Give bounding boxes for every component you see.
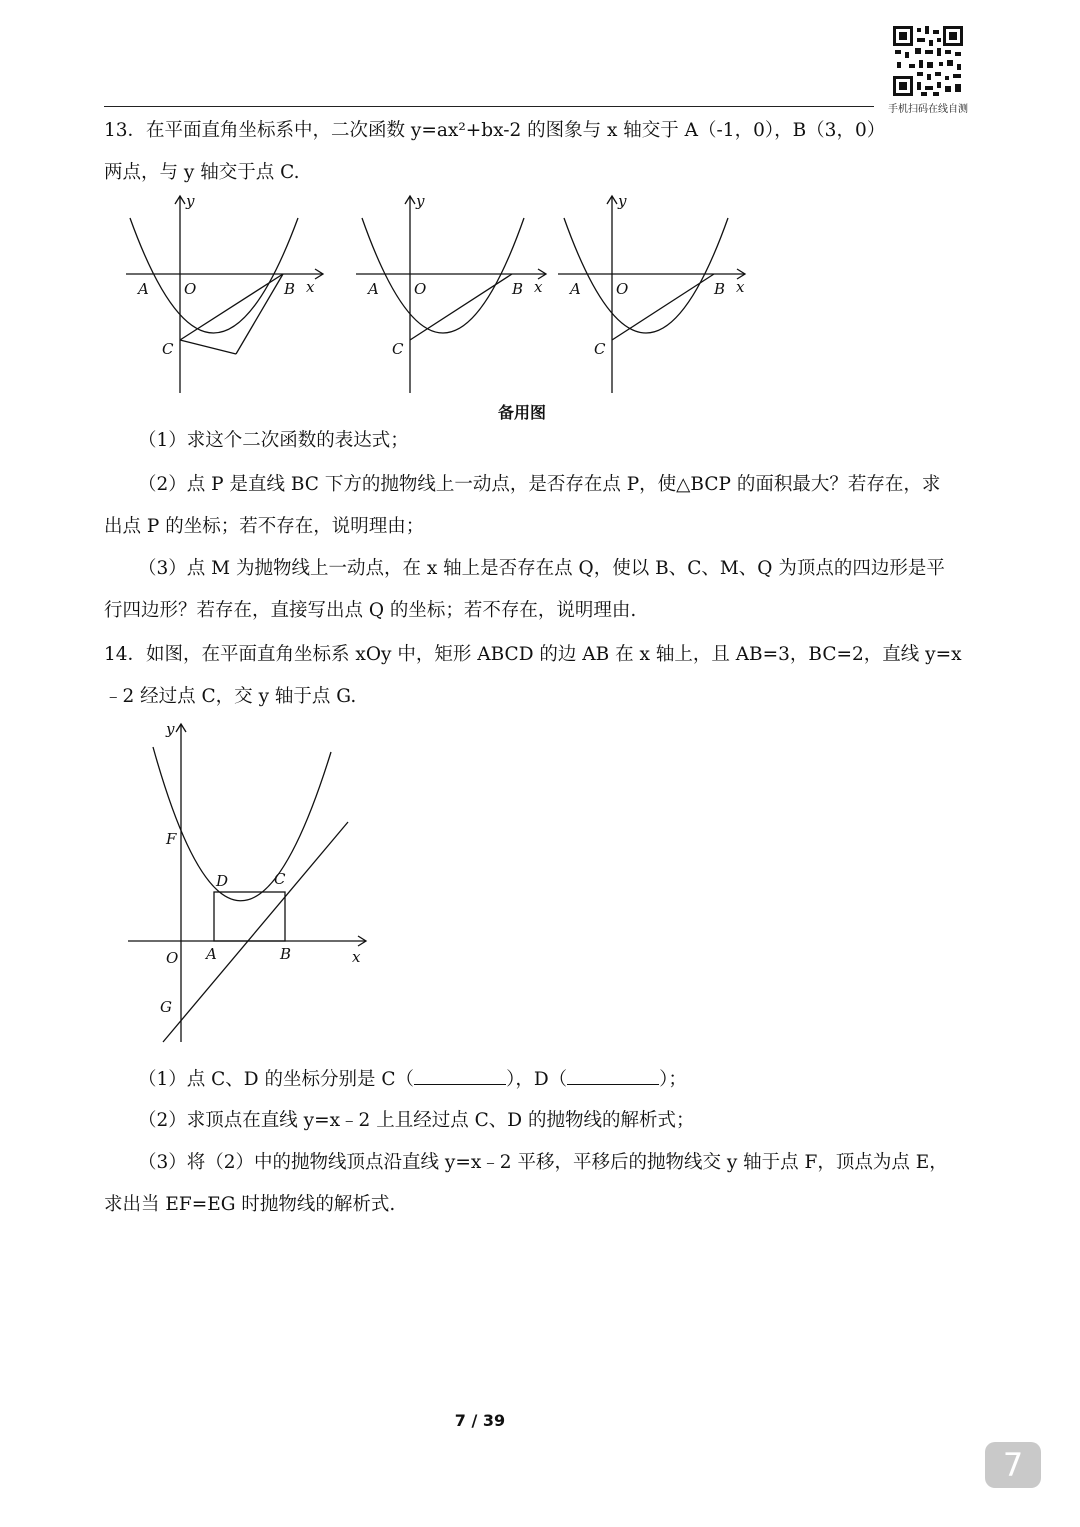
q13-part3-line2: 行四边形？若存在，直接写出点 Q 的坐标；若不存在，说明理由. bbox=[104, 600, 637, 621]
label-B: B bbox=[512, 280, 524, 298]
label-x: x bbox=[534, 278, 543, 296]
q13-figure-main bbox=[118, 188, 333, 398]
label-C: C bbox=[594, 340, 606, 358]
q14-part1-text-a: （1）点 C、D 的坐标分别是 C（ bbox=[138, 1069, 415, 1090]
q14-figure bbox=[118, 712, 378, 1052]
q13-part2-line1: （2）点 P 是直线 BC 下方的抛物线上一动点，是否存在点 P，使△BCP 的面积最大？若存在，求 bbox=[138, 474, 941, 495]
label-y: y bbox=[618, 192, 627, 210]
backup-figure-caption: 备用图 bbox=[498, 403, 547, 422]
label-G: G bbox=[160, 998, 172, 1016]
page-number-badge[interactable]: 7 bbox=[985, 1442, 1041, 1488]
qr-code bbox=[893, 26, 963, 96]
q13-figure-backup-1 bbox=[348, 188, 563, 398]
label-x: x bbox=[306, 278, 315, 296]
qr-caption: 手机扫码在线自测 bbox=[888, 104, 968, 115]
label-F: F bbox=[166, 830, 177, 848]
page-indicator: 7 / 39 bbox=[454, 1411, 506, 1430]
label-O: O bbox=[184, 280, 197, 298]
q13-stem-line2: 两点，与 y 轴交于点 C. bbox=[104, 162, 300, 183]
label-A: A bbox=[206, 945, 217, 963]
answer-blank-c[interactable] bbox=[414, 1066, 506, 1085]
q14-part3-line1: （3）将（2）中的抛物线顶点沿直线 y=x﹣2 平移，平移后的抛物线交 y 轴于点 F，顶点为点 E， bbox=[138, 1152, 948, 1173]
label-A: A bbox=[368, 280, 379, 298]
label-x: x bbox=[736, 278, 745, 296]
q14-part1-text-b: ），D（ bbox=[506, 1069, 568, 1090]
label-O: O bbox=[414, 280, 427, 298]
label-C: C bbox=[392, 340, 404, 358]
label-C: C bbox=[274, 870, 286, 888]
q14-part3-line2: 求出当 EF=EG 时抛物线的解析式. bbox=[104, 1194, 396, 1215]
label-C: C bbox=[162, 340, 174, 358]
label-y: y bbox=[166, 720, 175, 738]
label-O: O bbox=[616, 280, 629, 298]
q14-part1 bbox=[138, 1066, 687, 1093]
q13-figure-backup-2 bbox=[550, 188, 765, 398]
q13-part3-line1: （3）点 M 为抛物线上一动点，在 x 轴上是否存在点 Q，使以 B、C、M、Q 为顶点的四边形是平 bbox=[138, 558, 945, 579]
q14-stem-line1: 14．如图，在平面直角坐标系 xOy 中，矩形 ABCD 的边 AB 在 x 轴上，且 AB=3，BC=2，直线 y=x bbox=[104, 644, 962, 665]
label-B: B bbox=[280, 945, 292, 963]
label-A: A bbox=[138, 280, 149, 298]
label-x: x bbox=[352, 948, 361, 966]
q14-stem-line2: ﹣2 经过点 C，交 y 轴于点 G. bbox=[104, 686, 357, 707]
q14-part2: （2）求顶点在直线 y=x﹣2 上且经过点 C、D 的抛物线的解析式； bbox=[138, 1110, 695, 1131]
q14-part1-text-c: ）； bbox=[659, 1069, 687, 1090]
q13-stem-line1: 13．在平面直角坐标系中，二次函数 y=ax²+bx-2 的图象与 x 轴交于 A（-1，0），B（3，0） bbox=[104, 120, 886, 141]
label-A: A bbox=[570, 280, 581, 298]
header-rule bbox=[104, 106, 874, 107]
answer-blank-d[interactable] bbox=[567, 1066, 659, 1085]
label-B: B bbox=[714, 280, 726, 298]
label-O: O bbox=[166, 949, 179, 967]
label-D: D bbox=[216, 872, 229, 890]
label-y: y bbox=[416, 192, 425, 210]
label-B: B bbox=[284, 280, 296, 298]
q13-part1: （1）求这个二次函数的表达式； bbox=[138, 430, 409, 451]
q13-part2-line2: 出点 P 的坐标；若不存在，说明理由； bbox=[104, 516, 425, 537]
label-y: y bbox=[186, 192, 195, 210]
